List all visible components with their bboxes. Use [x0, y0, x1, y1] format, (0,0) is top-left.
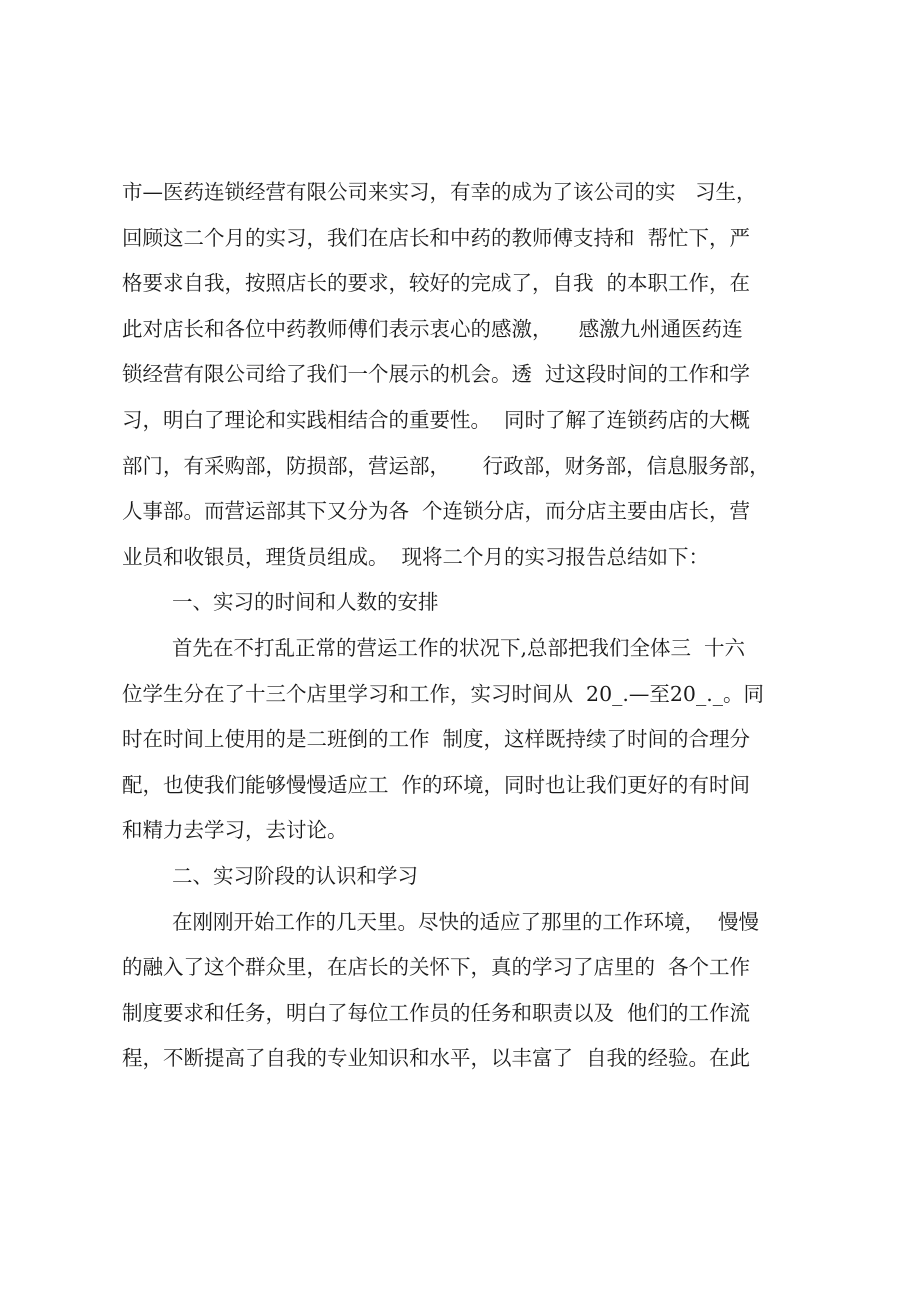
document-body — [122, 170, 842, 1082]
text-line: 在刚刚开始工作的几天里。尽快的适应了那里的工作环境， 慢慢 — [172, 909, 760, 934]
text-line: 格要求自我，按照店长的要求，较好的完成了，自我 的本职工作，在 — [122, 271, 751, 296]
text-line: 程，不断提高了自我的专业知识和水平，以丰富了 自我的经验。在此 — [122, 1046, 751, 1071]
text-line: 制度要求和任务，明白了每位工作员的任务和职责以及 他们的工作流 — [122, 1000, 751, 1025]
text-line: 二、实习阶段的认识和学习 — [172, 863, 418, 888]
text-line: 业员和收银员，理货员组成。 现将二个月的实习报告总结如下： — [122, 544, 710, 569]
text-line: 的融入了这个群众里，在店长的关怀下，真的学习了店里的 各个工作 — [122, 955, 751, 980]
text-line: 习，明白了理论和实践相结合的重要性。 同时了解了连锁药店的大概 — [122, 407, 751, 432]
text-line: 锁经营有限公司给了我们一个展示的机会。透 过这段时间的工作和学 — [122, 362, 751, 387]
text-line: 部门，有采购部，防损部，营运部， 行政部，财务部，信息服务部， — [122, 453, 770, 478]
text-line: 回顾这二个月的实习，我们在店长和中药的教师傅支持和 帮忙下，严 — [122, 225, 751, 250]
text-line: 和精力去学习，去讨论。 — [122, 818, 348, 843]
text-line: 配，也使我们能够慢慢适应工 作的环境，同时也让我们更好的有时间 — [122, 772, 751, 797]
text-line: 人事部。而营运部其下又分为各 个连锁分店，而分店主要由店长，营 — [122, 499, 751, 524]
text-line: 一、实习的时间和人数的安排 — [172, 590, 439, 615]
text-line: 时在时间上使用的是二班倒的工作 制度，这样既持续了时间的合理分 — [122, 727, 751, 752]
text-line: 市—医药连锁经营有限公司来实习，有幸的成为了该公司的实 习生， — [122, 180, 757, 204]
text-line: 首先在不打乱正常的营运工作的状况下,总部把我们全体三 十六 — [172, 635, 746, 660]
text-line: 此对店长和各位中药教师傅们表示衷心的感激， 感激九州通医药连 — [122, 316, 743, 341]
text-line: 位学生分在了十三个店里学习和工作，实习时间从 20_.—至20_._。同 — [122, 681, 764, 706]
